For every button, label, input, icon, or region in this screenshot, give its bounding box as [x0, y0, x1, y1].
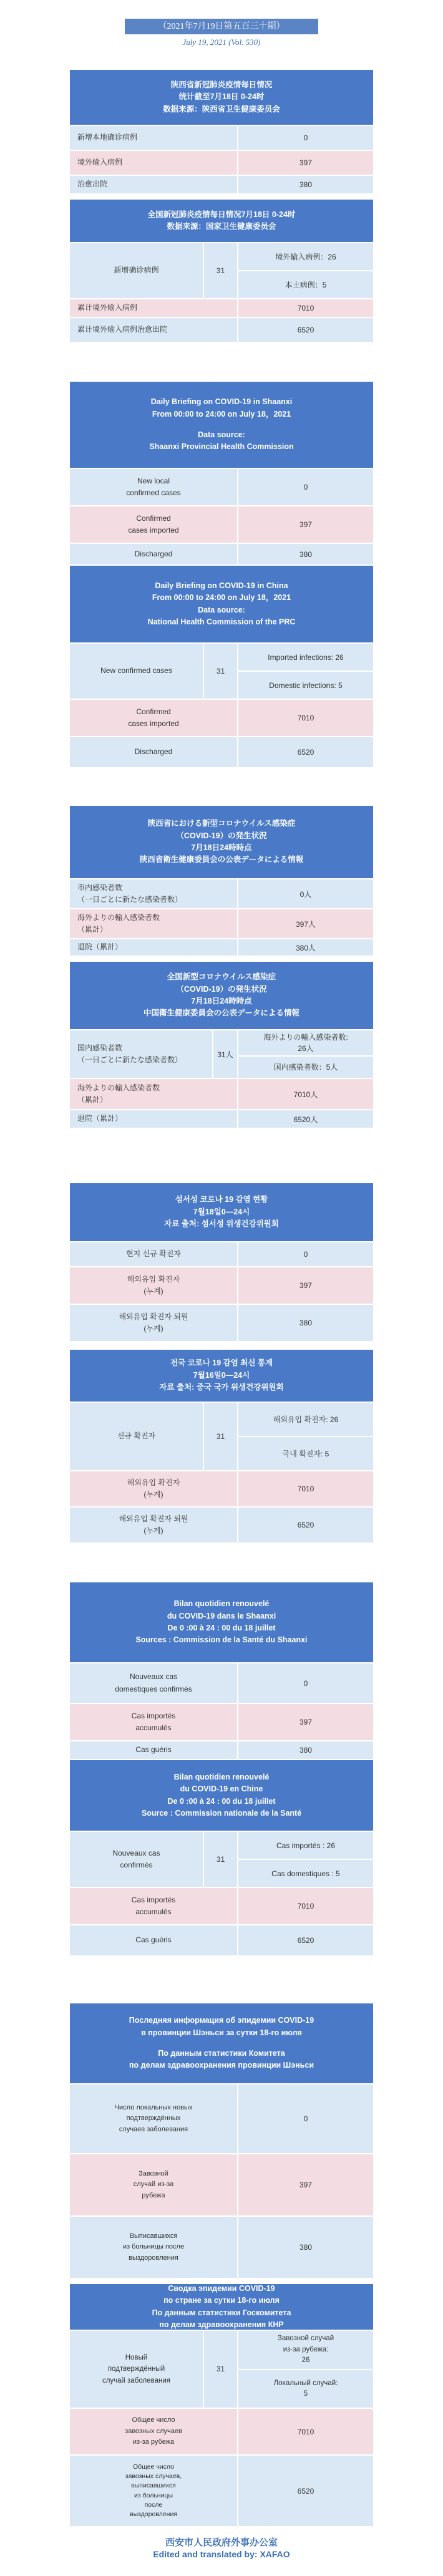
- row-label: Число локальных новых подтверждённых случаев заболевания: [70, 2085, 238, 2153]
- header-title: 全国新型コロナウイルス感染症: [167, 972, 276, 982]
- table-row: [70, 318, 373, 343]
- row-label: 신규 확진자: [70, 1403, 204, 1470]
- row-sub-imported: 海外よりの輸入感染者数: 26人: [263, 1033, 348, 1053]
- row-sub-imported: 境外输入病例：26: [275, 252, 336, 261]
- row-label: Общее число завозных случаев из-за рубежа: [70, 2409, 238, 2454]
- header-title: 전국 코로나 19 감염 최신 통계: [170, 1358, 273, 1368]
- table-row: [70, 2154, 373, 2217]
- table-header: [70, 962, 373, 1030]
- row-label: Nouveaux cas confirmés: [70, 1832, 204, 1887]
- row-value: 7010: [297, 714, 314, 722]
- row-label: Завозной случай из-за рубежа: [70, 2154, 238, 2215]
- row-label: 治愈出院: [70, 176, 238, 193]
- row-label: 新增本地确诊病例: [70, 126, 238, 150]
- header-subtitle: по стране за сутки 18-го июля: [163, 2296, 280, 2305]
- row-label: 현지 신규 확진자: [70, 1242, 238, 1266]
- table-row: [70, 1079, 373, 1110]
- row-label: 해외유입 확진자 (누계): [70, 1471, 238, 1506]
- row-value: 31: [204, 1403, 238, 1470]
- table-row: [70, 700, 373, 737]
- row-value: 397: [299, 1281, 313, 1290]
- row-sub-domestic: 국내 확진자: 5: [238, 1436, 373, 1470]
- row-value: 6520: [297, 1521, 314, 1529]
- header-source-label: Data source:: [198, 430, 245, 439]
- issue-date: July 19, 2021 (Vol. 530): [182, 37, 261, 47]
- table-row: [70, 299, 373, 318]
- row-value: 397: [299, 520, 313, 529]
- row-sub-domestic: Cas domestiques : 5: [238, 1859, 373, 1887]
- table-row: [70, 1663, 373, 1704]
- row-label: 累计境外输入病例: [70, 299, 238, 317]
- table-header: [70, 382, 373, 469]
- table-header: [70, 1760, 373, 1832]
- header-source: 数据来源：陕西省卫生健康委员会: [163, 104, 280, 114]
- table-header: [70, 70, 373, 126]
- header-title: 全国新冠肺炎疫情每日情况7月18日 0-24时: [147, 210, 296, 219]
- row-value: 397: [299, 158, 313, 167]
- row-value: 7010: [297, 304, 314, 312]
- row-label: Discharged: [70, 544, 238, 564]
- table-en-shaanxi: [69, 380, 374, 567]
- row-sub-imported: Cas importés : 26: [276, 1841, 336, 1850]
- row-label: 市内感染者数 （一日ごとに新たな感染者数）: [70, 879, 238, 908]
- header-title: Bilan quotidien renouvelé: [173, 1772, 270, 1781]
- row-sub-domestic: 本土病例：5: [238, 270, 373, 298]
- row-sub-imported: 해외유입 확진자: 26: [273, 1415, 339, 1424]
- row-value: 397: [299, 1718, 313, 1726]
- row-value: 380: [299, 1746, 313, 1755]
- table-row: [70, 243, 373, 299]
- table-row: [70, 2409, 373, 2456]
- row-value: 7010: [297, 2427, 314, 2436]
- header-title: 陕西省新冠肺炎疫情每日情况: [170, 80, 273, 89]
- row-value: 380: [299, 2243, 313, 2252]
- row-label: Cas importés accumulés: [70, 1888, 238, 1924]
- table-header: [70, 806, 373, 879]
- row-sub-imported: Imported infections: 26: [268, 652, 344, 662]
- row-label: Confirmed cases imported: [70, 700, 238, 736]
- header-time: De 0 :00 à 24 : 00 du 18 juillet: [167, 1796, 276, 1806]
- row-label: Общее число завозных случаев, выписавшихся из больницы после выздоровления: [70, 2456, 238, 2526]
- header-time: From 00:00 to 24:00 on July 18，2021: [152, 409, 291, 419]
- header-source: Shaanxi Provincial Health Commission: [149, 442, 294, 452]
- row-label: 新增确诊病例: [70, 243, 204, 298]
- header-time: 统计截至7月18日 0-24时: [178, 92, 265, 102]
- header-source: National Health Commission of the PRC: [147, 617, 296, 626]
- table-header: [70, 2003, 373, 2085]
- header-time: 7月18日24時時点: [191, 997, 252, 1005]
- row-label: 海外よりの輸入感染者数 （累計）: [70, 1079, 238, 1109]
- row-sub-domestic: Локальный случай: 5: [238, 2369, 373, 2408]
- header-title: Bilan quotidien renouvelé: [173, 1599, 270, 1609]
- row-value: 397: [299, 2181, 313, 2189]
- footer-credit: Edited and translated by: XAFAO: [153, 2549, 290, 2559]
- row-value: 380: [299, 180, 313, 189]
- row-label: 退院（累計）: [70, 1110, 238, 1128]
- header-source: по делам здравоохранения провинции Шэньси: [129, 2061, 314, 2070]
- table-row: [70, 1403, 373, 1471]
- row-label: 国内感染者数 （一日ごとに新たな感染者数）: [70, 1030, 213, 1078]
- table-row: [70, 151, 373, 176]
- table-row: [70, 1471, 373, 1508]
- row-value: 31: [204, 1832, 238, 1887]
- row-value: 380: [299, 1319, 313, 1327]
- header-time: 7월18일0—24시: [193, 1207, 250, 1216]
- row-label: 境外输入病例: [70, 151, 238, 175]
- table-row: [70, 909, 373, 939]
- row-value: 6520: [297, 2486, 314, 2496]
- table-row: [70, 1741, 373, 1760]
- header-time: 7月18日24時時点: [191, 843, 252, 852]
- table-row: [70, 176, 373, 195]
- header-source: 数据来源：国家卫生健康委员会: [167, 222, 276, 231]
- header-title: Последняя информация об эпидемии COVID-19: [129, 2016, 314, 2025]
- table-row: [70, 2085, 373, 2154]
- row-label: Новый подтверждённый случай заболевания: [70, 2331, 204, 2408]
- row-value: 0: [303, 1678, 308, 1688]
- header-source: 자료 출처: 중국 국가 위생건강위원회: [159, 1383, 284, 1392]
- table-row: [70, 1832, 373, 1888]
- header-title: 陝西省における新型コロナウイルス感染症: [147, 819, 296, 828]
- row-value: 7010人: [293, 1090, 318, 1099]
- row-value: 380人: [295, 943, 316, 952]
- table-header: [70, 1183, 373, 1242]
- table-ja-china: [69, 961, 374, 1130]
- row-value: 0人: [299, 889, 312, 899]
- table-row: [70, 1888, 373, 1925]
- row-label: Cas guéris: [70, 1925, 238, 1955]
- table-row: [70, 1242, 373, 1267]
- header-subtitle: du COVID-19 dans le Shaanxi: [167, 1611, 276, 1620]
- header-source: 陝西省衛生健康委員会の公表データによる情報: [139, 855, 304, 864]
- row-label: Nouveaux cas domestiques confirmés: [70, 1663, 238, 1703]
- footer-organization: 西安市人民政府外事办公室: [165, 2538, 278, 2548]
- table-row: [70, 1925, 373, 1957]
- row-label: 해외유입 확진자 퇴원 (누계): [70, 1305, 238, 1341]
- row-sub-imported: Завозной случай из-за рубежа: 26: [277, 2335, 334, 2364]
- table-row: [70, 1267, 373, 1305]
- row-value: 6520: [297, 748, 314, 757]
- row-label: Discharged: [70, 737, 238, 767]
- table-row: [70, 737, 373, 768]
- table-row: [70, 2331, 373, 2409]
- table-ko-china: [69, 1349, 374, 1545]
- row-value: 397人: [295, 919, 316, 929]
- table-header: [70, 1582, 373, 1663]
- row-label: 海外よりの輸入感染者数 （累計）: [70, 909, 238, 938]
- table-row: [70, 644, 373, 700]
- table-row: [70, 506, 373, 544]
- row-value: 31: [204, 644, 238, 699]
- row-label: Cas importés accumulés: [70, 1704, 238, 1740]
- header-source: Source : Commission nationale de la Santé: [141, 1808, 302, 1818]
- row-value: 0: [303, 1250, 308, 1259]
- header-time: De 0 :00 à 24 : 00 du 18 juillet: [167, 1624, 276, 1632]
- header-subtitle: в провинции Шэньси за сутки 18-го июля: [141, 2028, 302, 2037]
- header-title: 섬서성 코로나 19 감염 현황: [175, 1195, 268, 1204]
- row-label: Выписавшихся из больницы после выздоровления: [70, 2217, 238, 2278]
- table-row: [70, 2217, 373, 2279]
- table-fr-china: [69, 1759, 374, 1958]
- table-header: [70, 2284, 373, 2331]
- row-sub-domestic: Domestic infections: 5: [238, 671, 373, 699]
- row-label: Cas guéris: [70, 1741, 238, 1759]
- row-label: 해외유입 확진자 (누계): [70, 1267, 238, 1304]
- row-value: 6520: [297, 1936, 314, 1945]
- header-title: Сводка эпидемии COVID-19: [168, 2283, 275, 2293]
- table-ja-shaanxi: [69, 805, 374, 958]
- row-label: New confirmed cases: [70, 644, 204, 699]
- table-ko-shaanxi: [69, 1182, 374, 1344]
- row-value: 31: [204, 243, 238, 298]
- header-title: Daily Briefing on COVID-19 in Shaanxi: [150, 397, 293, 407]
- table-row: [70, 126, 373, 151]
- table-zh-shaanxi: [69, 69, 374, 196]
- table-ru-shaanxi: [69, 2002, 374, 2280]
- table-header: [70, 1350, 373, 1403]
- header-time: From 00:00 to 24:00 on July 18，2021: [152, 593, 291, 603]
- row-value: 0: [303, 133, 308, 142]
- row-value: 380: [299, 550, 313, 559]
- header-subtitle: （COVID-19）の発生状況: [176, 831, 267, 840]
- row-label: Confirmed cases imported: [70, 506, 238, 543]
- row-sub-domestic: 国内感染者数：5人: [238, 1055, 373, 1078]
- table-zh-china: [69, 198, 374, 344]
- header-source-label: Data source:: [198, 605, 245, 614]
- table-fr-shaanxi: [69, 1581, 374, 1761]
- header-source-label: По данным статистики Госкомитета: [152, 2308, 291, 2317]
- table-row: [70, 544, 373, 566]
- row-value: 31人: [213, 1030, 238, 1078]
- issue-label: （2021年7月19日第五百三十期）: [125, 19, 318, 34]
- table-row: [70, 1704, 373, 1741]
- table-en-china: [69, 564, 374, 770]
- row-value: 7010: [297, 1902, 314, 1910]
- table-ru-china: [69, 2283, 374, 2529]
- table-row: [70, 469, 373, 506]
- header-source: по делам здравоохранения КНР: [159, 2320, 284, 2329]
- row-label: 해외유입 확진자 퇴원 (누계): [70, 1508, 238, 1542]
- header-subtitle: du COVID-19 en Chine: [180, 1784, 263, 1794]
- row-label: New local confirmed cases: [70, 469, 238, 505]
- row-value: 0: [303, 2114, 308, 2123]
- row-value: 6520人: [293, 1115, 318, 1124]
- row-value: 7010: [297, 1484, 314, 1493]
- header-source: 자료 출처: 섬서성 위생건강위원회: [164, 1219, 279, 1229]
- table-row: [70, 1508, 373, 1544]
- row-value: 0: [303, 483, 308, 491]
- header-source: Sources : Commission de la Santé du Shaanxi: [135, 1635, 308, 1645]
- header-time: 7월16일0—24시: [193, 1370, 250, 1380]
- table-row: [70, 1305, 373, 1342]
- table-header: [70, 566, 373, 644]
- row-label: 累计境外输入病例治愈出院: [70, 318, 238, 342]
- row-value: 31: [204, 2331, 238, 2408]
- table-row: [70, 939, 373, 957]
- header-title: Daily Briefing on COVID-19 in China: [155, 581, 288, 590]
- header-subtitle: （COVID-19）の発生状況: [176, 984, 267, 994]
- header-source: 中国衛生健康委員会の公表データによる情報: [143, 1009, 299, 1018]
- table-row: [70, 2456, 373, 2527]
- row-value: 6520: [297, 326, 314, 334]
- table-header: [70, 200, 373, 243]
- table-row: [70, 1030, 373, 1079]
- header-source-label: По данным статистики Комитета: [158, 2049, 285, 2058]
- row-label: 退院（累計）: [70, 939, 238, 956]
- table-row: [70, 1110, 373, 1129]
- table-row: [70, 879, 373, 909]
